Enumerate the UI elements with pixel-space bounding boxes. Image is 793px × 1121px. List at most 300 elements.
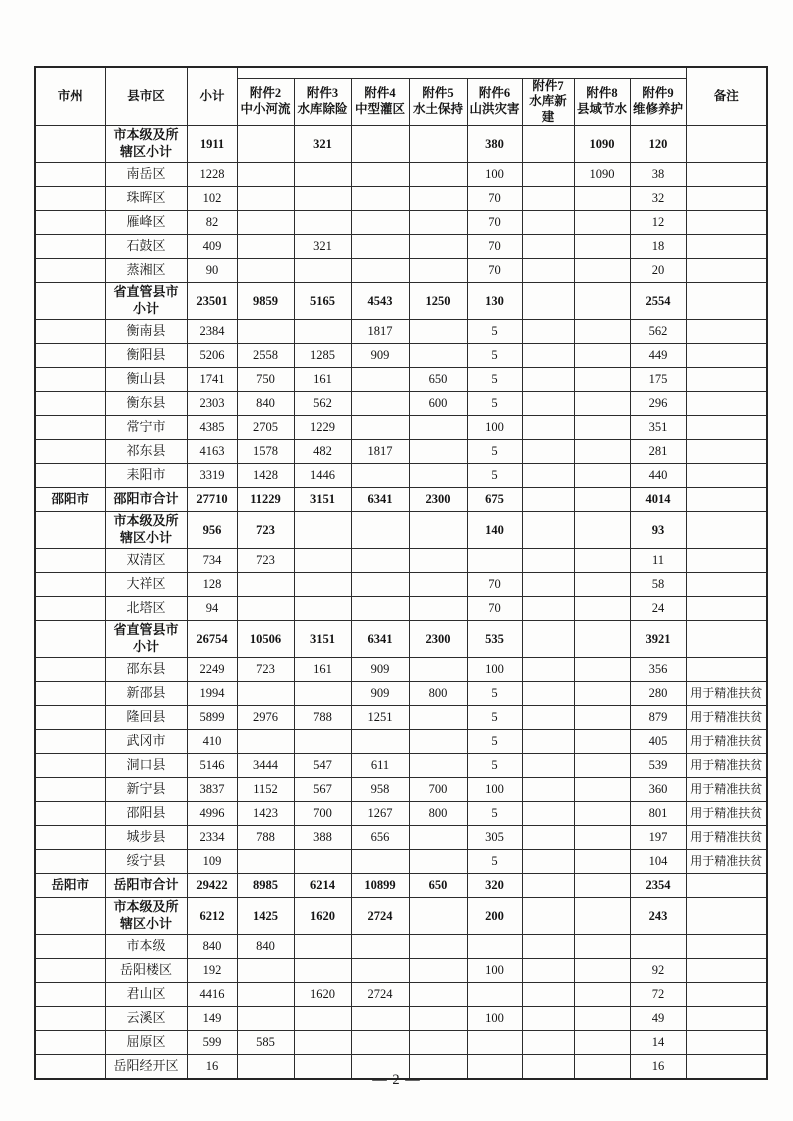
attachment3-cell: 1229 [294,416,351,440]
attachment7-cell [522,778,574,802]
funding-table [34,66,768,1080]
attachment6-cell: 5 [467,706,522,730]
attachment6-cell: 5 [467,850,522,874]
attachment9-cell: 12 [630,211,686,235]
col-header-attachment-5 [409,78,467,126]
attachment-label: 附件4 [364,86,396,101]
attachment5-cell [409,512,467,549]
attachment9-cell: 14 [630,1031,686,1055]
attachment7-cell [522,392,574,416]
remark-cell [686,874,767,898]
attachment2-cell: 2558 [237,344,294,368]
attachment9-cell: 18 [630,235,686,259]
attachment4-cell [351,1007,409,1031]
remark-cell [686,1007,767,1031]
city-cell [35,658,105,682]
city-cell [35,573,105,597]
attachment9-cell: 440 [630,464,686,488]
table-row [35,549,767,573]
attachment-sublabel: 水库除险 [297,101,348,116]
attachment3-cell: 3151 [294,621,351,658]
district-cell: 石鼓区 [105,235,187,259]
attachment9-cell: 104 [630,850,686,874]
attachment8-cell [574,1007,630,1031]
attachment6-cell: 100 [467,1007,522,1031]
attachment2-cell: 840 [237,935,294,959]
city-cell [35,935,105,959]
city-cell [35,126,105,163]
subtotal-cell: 192 [187,959,237,983]
subtotal-cell: 2384 [187,320,237,344]
attachment9-cell: 4014 [630,488,686,512]
table-row [35,1007,767,1031]
remark-cell [686,621,767,658]
city-cell [35,621,105,658]
attachment2-cell: 723 [237,512,294,549]
attachment2-cell [237,850,294,874]
attachment8-cell [574,549,630,573]
attachment9-cell: 562 [630,320,686,344]
table-row [35,778,767,802]
attachment5-cell [409,549,467,573]
attachment8-cell [574,235,630,259]
district-cell: 耒阳市 [105,464,187,488]
city-cell [35,416,105,440]
attachment4-cell [351,126,409,163]
attachment9-cell: 801 [630,802,686,826]
attachment4-cell: 1817 [351,440,409,464]
attachment7-cell [522,344,574,368]
attachment9-cell: 243 [630,898,686,935]
attachment9-cell: 2354 [630,874,686,898]
table-row [35,235,767,259]
remark-cell: 用于精准扶贫 [686,778,767,802]
attachment8-cell [574,512,630,549]
attachment6-cell: 5 [467,320,522,344]
attachment2-cell: 750 [237,368,294,392]
attachment3-cell [294,320,351,344]
table-row [35,392,767,416]
attachment4-cell [351,730,409,754]
attachment2-cell: 8985 [237,874,294,898]
attachment8-cell [574,464,630,488]
attachment5-cell: 2300 [409,621,467,658]
city-cell [35,754,105,778]
attachment4-cell [351,163,409,187]
table-row [35,1031,767,1055]
attachment6-cell: 100 [467,778,522,802]
attachment2-cell: 723 [237,549,294,573]
attachment-label: 附件3 [306,86,339,101]
city-cell [35,706,105,730]
attachment2-cell [237,730,294,754]
city-cell [35,464,105,488]
attachment-sublabel: 山洪灾害 [469,101,520,116]
attachment5-cell [409,898,467,935]
district-cell: 常宁市 [105,416,187,440]
table-row [35,935,767,959]
attachment3-cell [294,211,351,235]
attachment6-cell: 70 [467,597,522,621]
attachment3-cell [294,163,351,187]
remark-cell [686,392,767,416]
attachment-sublabel: 维修养护 [632,101,683,116]
header-row-top [35,67,767,78]
subtotal-cell: 1911 [187,126,237,163]
attachment-label: 附件8 [586,86,618,101]
subtotal-cell: 5206 [187,344,237,368]
page-number: — 2 — [372,1072,421,1088]
col-header-district: 县市区 [105,67,187,126]
attachment9-cell: 281 [630,440,686,464]
attachment-label: 附件2 [249,86,282,101]
attachment4-cell [351,259,409,283]
attachment5-cell: 2300 [409,488,467,512]
attachment3-cell: 321 [294,235,351,259]
table-row [35,874,767,898]
attachment4-cell [351,549,409,573]
attachment7-cell [522,1031,574,1055]
district-cell: 大祥区 [105,573,187,597]
attachment3-cell [294,959,351,983]
city-cell: 岳阳市 [35,874,105,898]
table-row [35,512,767,549]
city-cell [35,163,105,187]
attachment5-cell [409,573,467,597]
remark-cell [686,512,767,549]
subtotal-cell: 840 [187,935,237,959]
attachment3-cell: 5165 [294,283,351,320]
attachment2-cell [237,597,294,621]
remark-cell: 用于精准扶贫 [686,730,767,754]
city-cell [35,983,105,1007]
attachment5-cell: 650 [409,874,467,898]
attachment4-cell [351,187,409,211]
attachment6-cell: 70 [467,573,522,597]
attachment3-cell: 1446 [294,464,351,488]
attachment8-cell [574,778,630,802]
attachment9-cell: 879 [630,706,686,730]
attachment7-cell [522,259,574,283]
attachment7-cell [522,573,574,597]
attachment3-cell [294,730,351,754]
attachment3-cell: 6214 [294,874,351,898]
attachment5-cell [409,1007,467,1031]
attachment5-cell [409,320,467,344]
remark-cell [686,235,767,259]
remark-cell: 用于精准扶贫 [686,826,767,850]
attachment3-cell [294,573,351,597]
attachment7-cell [522,874,574,898]
attachment9-cell: 360 [630,778,686,802]
attachment7-cell [522,464,574,488]
attachment-label: 附件6 [478,86,511,101]
attachment2-cell [237,187,294,211]
attachment2-cell [237,1007,294,1031]
attachment7-cell [522,682,574,706]
attachment7-cell [522,983,574,1007]
subtotal-cell: 409 [187,235,237,259]
remark-cell [686,549,767,573]
attachment4-cell: 1251 [351,706,409,730]
table-row [35,597,767,621]
attachment4-cell: 958 [351,778,409,802]
attachment2-cell: 3444 [237,754,294,778]
attachment8-cell [574,754,630,778]
table-row [35,959,767,983]
district-cell: 绥宁县 [105,850,187,874]
city-cell [35,597,105,621]
attachment8-cell [574,320,630,344]
district-cell: 隆回县 [105,706,187,730]
subtotal-cell: 149 [187,1007,237,1031]
table-row [35,754,767,778]
attachment8-cell [574,1031,630,1055]
attachment7-cell [522,959,574,983]
attachment3-cell: 482 [294,440,351,464]
col-header-subtotal: 小计 [187,67,237,126]
attachment6-cell: 5 [467,392,522,416]
attachment5-cell [409,126,467,163]
attachment3-cell: 1620 [294,983,351,1007]
attachment6-cell: 70 [467,259,522,283]
city-cell [35,368,105,392]
col-header-city: 市州 [35,67,105,126]
attachment2-cell: 723 [237,658,294,682]
district-cell: 岳阳经开区 [105,1055,187,1079]
attachment2-cell: 9859 [237,283,294,320]
table-row [35,621,767,658]
attachment6-cell: 5 [467,368,522,392]
remark-cell: 用于精准扶贫 [686,754,767,778]
district-cell: 岳阳楼区 [105,959,187,983]
attachment9-cell: 539 [630,754,686,778]
district-cell: 南岳区 [105,163,187,187]
attachment7-cell [522,320,574,344]
attachment4-cell: 909 [351,682,409,706]
attachment5-cell [409,259,467,283]
attachment4-cell [351,211,409,235]
attachment5-cell [409,416,467,440]
remark-cell [686,416,767,440]
attachment-sublabel: 水库新建 [529,94,567,124]
attachment7-cell [522,802,574,826]
attachment-sublabel: 县域节水 [576,101,627,116]
attachment7-cell [522,826,574,850]
remark-cell [686,259,767,283]
attachment4-cell: 6341 [351,621,409,658]
attachment3-cell: 3151 [294,488,351,512]
attachment4-cell [351,959,409,983]
attachment2-cell: 585 [237,1031,294,1055]
attachment7-cell [522,512,574,549]
attachment5-cell [409,658,467,682]
attachment4-cell [351,392,409,416]
attachment-label: 附件5 [422,86,454,101]
attachment8-cell [574,368,630,392]
district-cell: 北塔区 [105,597,187,621]
attachment9-cell: 24 [630,597,686,621]
col-header-attachment-7 [522,78,574,126]
attachment9-cell: 120 [630,126,686,163]
attachment3-cell: 388 [294,826,351,850]
header-strip [237,67,686,78]
attachment8-cell [574,440,630,464]
attachment3-cell: 1620 [294,898,351,935]
table-row [35,464,767,488]
attachment8-cell [574,682,630,706]
attachment3-cell: 321 [294,126,351,163]
attachment4-cell [351,850,409,874]
attachment6-cell: 100 [467,658,522,682]
attachment-sublabel: 中型灌区 [354,101,405,116]
city-cell [35,392,105,416]
attachment3-cell: 161 [294,368,351,392]
attachment6-cell: 130 [467,283,522,320]
district-cell: 市本级 [105,935,187,959]
attachment6-cell: 100 [467,163,522,187]
remark-cell [686,283,767,320]
attachment5-cell [409,211,467,235]
table-row [35,826,767,850]
attachment9-cell: 16 [630,1055,686,1079]
attachment7-cell [522,597,574,621]
city-cell [35,826,105,850]
attachment9-cell: 449 [630,344,686,368]
district-cell: 雁峰区 [105,211,187,235]
attachment4-cell [351,416,409,440]
attachment2-cell: 2976 [237,706,294,730]
attachment3-cell [294,512,351,549]
attachment4-cell: 4543 [351,283,409,320]
attachment2-cell [237,126,294,163]
col-header-attachment-4 [351,78,409,126]
attachment6-cell: 5 [467,682,522,706]
remark-cell: 用于精准扶贫 [686,682,767,706]
attachment6-cell: 535 [467,621,522,658]
attachment8-cell [574,597,630,621]
attachment-label: 附件7 [532,78,564,93]
attachment9-cell: 197 [630,826,686,850]
subtotal-cell: 3837 [187,778,237,802]
attachment9-cell: 280 [630,682,686,706]
attachment8-cell [574,416,630,440]
attachment9-cell: 356 [630,658,686,682]
attachment6-cell: 70 [467,211,522,235]
attachment2-cell: 1152 [237,778,294,802]
attachment2-cell: 10506 [237,621,294,658]
city-cell [35,1031,105,1055]
district-cell: 衡东县 [105,392,187,416]
table-row [35,368,767,392]
col-header-remark: 备注 [686,67,767,126]
attachment8-cell: 1090 [574,163,630,187]
attachment3-cell: 567 [294,778,351,802]
attachment8-cell [574,573,630,597]
attachment5-cell [409,850,467,874]
remark-cell [686,898,767,935]
attachment4-cell: 6341 [351,488,409,512]
remark-cell [686,464,767,488]
attachment7-cell [522,621,574,658]
table-row [35,126,767,163]
attachment8-cell [574,935,630,959]
attachment7-cell [522,730,574,754]
table-row [35,259,767,283]
attachment3-cell [294,259,351,283]
attachment2-cell: 1425 [237,898,294,935]
attachment4-cell [351,597,409,621]
attachment2-cell [237,320,294,344]
attachment9-cell: 72 [630,983,686,1007]
remark-cell [686,211,767,235]
city-cell [35,778,105,802]
attachment5-cell [409,754,467,778]
attachment2-cell [237,682,294,706]
attachment5-cell: 800 [409,682,467,706]
attachment5-cell [409,464,467,488]
attachment4-cell [351,368,409,392]
subtotal-cell: 128 [187,573,237,597]
city-cell [35,682,105,706]
remark-cell: 用于精准扶贫 [686,850,767,874]
district-cell: 城步县 [105,826,187,850]
subtotal-cell: 3319 [187,464,237,488]
attachment6-cell [467,1031,522,1055]
city-cell [35,730,105,754]
attachment3-cell: 562 [294,392,351,416]
table-row [35,187,767,211]
attachment4-cell: 1267 [351,802,409,826]
attachment9-cell: 92 [630,959,686,983]
attachment9-cell: 3921 [630,621,686,658]
subtotal-cell: 90 [187,259,237,283]
district-cell: 省直管县市小计 [105,621,187,658]
attachment4-cell: 909 [351,344,409,368]
attachment2-cell: 1428 [237,464,294,488]
district-cell: 蒸湘区 [105,259,187,283]
table-row [35,898,767,935]
col-header-attachment-3 [294,78,351,126]
attachment8-cell [574,802,630,826]
attachment3-cell [294,187,351,211]
table-row [35,706,767,730]
attachment4-cell [351,573,409,597]
subtotal-cell: 5146 [187,754,237,778]
attachment8-cell [574,983,630,1007]
attachment8-cell [574,392,630,416]
attachment7-cell [522,850,574,874]
attachment2-cell [237,983,294,1007]
attachment2-cell [237,235,294,259]
attachment5-cell [409,344,467,368]
table-row [35,283,767,320]
subtotal-cell: 734 [187,549,237,573]
attachment6-cell: 5 [467,464,522,488]
table-row [35,440,767,464]
table-row [35,211,767,235]
attachment7-cell [522,1007,574,1031]
attachment5-cell [409,163,467,187]
district-cell: 珠晖区 [105,187,187,211]
attachment8-cell: 1090 [574,126,630,163]
attachment3-cell [294,1031,351,1055]
attachment6-cell: 5 [467,802,522,826]
attachment3-cell [294,850,351,874]
city-cell [35,850,105,874]
city-cell [35,344,105,368]
attachment7-cell [522,440,574,464]
